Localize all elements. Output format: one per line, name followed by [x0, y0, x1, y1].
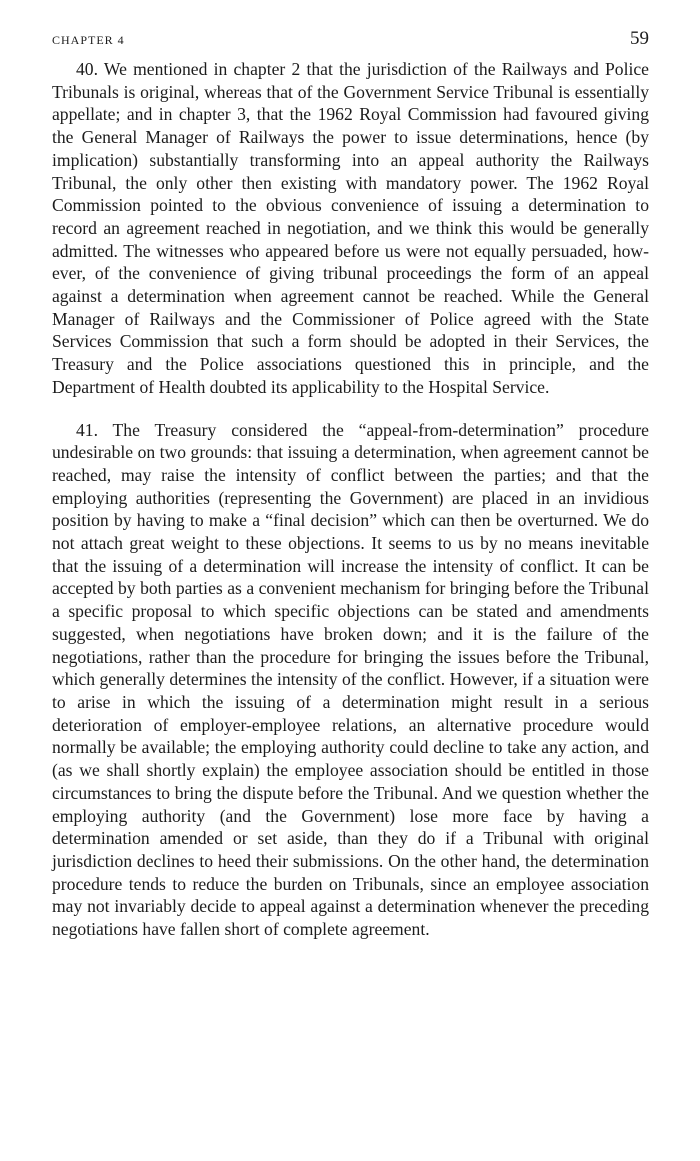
chapter-label: CHAPTER 4 [52, 33, 125, 47]
page-content [52, 28, 649, 941]
page-number: 59 [630, 28, 649, 49]
running-header [52, 28, 649, 58]
paragraph-41: 41. The Treasury considered the “appeal-from-determination” procedure undesirable on two grounds: that issuing a determination, when agreement cannot be reached, may raise the intensity of conflict between the parties; and that the employing authorities (representing the Government) are placed in an invidious position by having to make a “final decision” which can then be overturned. We do not attach great weight to these objections. It seems to us by no means inevitable that the issuing of a determination will increase the intensity of conflict. It can be accepted by both parties as a convenient mechanism for bringing before the Tribunal a specific proposal to which specific objections can be stated and amendments suggested, when negotiations have broken down; and it is the failure of the negotiations, rather than the procedure for bringing the issues before the Tribunal, which generally determines the intensity of the conflict. However, if a situation were to arise in which the issuing of a determination might result in a serious deterioration of employer-employee relations, an alternative procedure would normally be available; the employing authority could decline to take any action, and (as we shall shortly explain) the employee association should be entitled in those circumstances to bring the dispute before the Tribunal. And we question whether the employing authority (and the Government) lose more face by having a determination amended or set aside, than they do if a Tribunal with original jurisdiction declines to heed their submissions. On the other hand, the determination procedure tends to reduce the burden on Tribunals, since an employee association may not invariably decide to appeal against a determination whenever the preceding negotiations have fallen short of complete agreement. [52, 419, 649, 940]
paragraph-40: 40. We mentioned in chapter 2 that the jurisdiction of the Railways and Police Tribunals is original, whereas that of the Government Service Tribunal is essentially appellate; and in chapter 3, that the 1962 Royal Commission had favoured giving the General Manager of Railways the power to issue determinations, hence (by implication) substantially transforming into an appeal authority the Railways Tribunal, the only other then existing with mandatory power. The 1962 Royal Commission pointed to the obvious convenience of issuing a determination to record an agreement reached in negotiation, and we think this would be generally admitted. The witnesses who appeared before us were not equally persuaded, however, of the convenience of giving tribunal proceedings the form of an appeal against a determination when agreement cannot be reached. While the General Manager of Railways and the Commissioner of Police agreed with the State Services Commission that such a form should be adopted in their Services, the Treasury and the Police associations questioned this in principle, and the Department of Health doubted its applicability to the Hospital Service. [52, 59, 649, 397]
